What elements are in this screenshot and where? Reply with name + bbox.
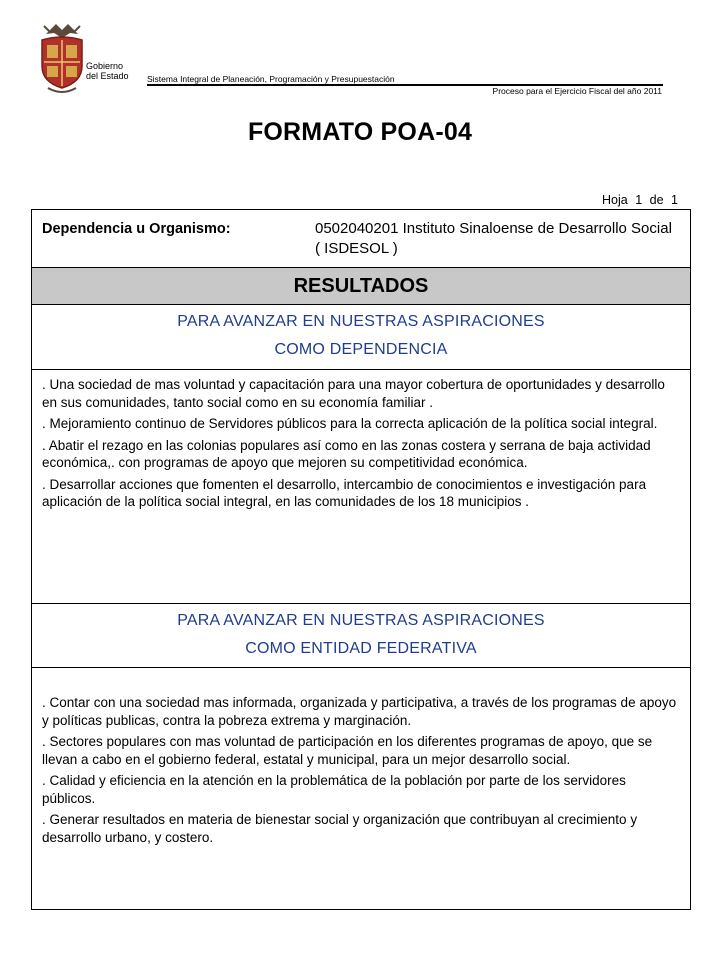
dependency-label: Dependencia u Organismo: [42,221,231,237]
section2-heading [32,604,690,668]
sheet-counter [602,193,682,207]
sheet-total: 1 [671,193,678,207]
list-item: . Contar con una sociedad mas informada, organizada y participativa, a través de los programas de apoyo y políticas publicas, contra la pobreza extrema y marginación. [42,695,677,728]
section1-list [32,370,690,604]
section1-line1: PARA AVANZAR EN NUESTRAS ASPIRACIONES [177,313,545,330]
page-title: FORMATO POA-04 [247,118,473,146]
section2-list [32,668,690,909]
dependency-row [32,210,690,268]
list-item: . Sectores populares con mas voluntad de participación en los diferentes programas de apoyo, que se llevan a cabo en el gobierno federal, estatal y municipal, para un mejor desarrollo social. [42,734,653,767]
sheet-of: de [649,193,664,207]
list-item: . Abatir el rezago en las colonias populares así como en las zonas costera y serrana de baja actividad económica,. con programas de apoyo que mejoren su competitividad económica. [42,437,651,470]
system-name: Sistema Integral de Planeación, Programación y Presupuestación [147,74,395,84]
government-label [86,61,129,81]
poa-form-table [31,209,691,910]
results-heading: RESULTADOS [32,268,690,305]
section2-line2: COMO ENTIDAD FEDERATIVA [245,640,477,657]
section2-line1: PARA AVANZAR EN NUESTRAS ASPIRACIONES [177,612,545,629]
sheet-label: Hoja [602,193,628,207]
list-item: . Generar resultados en materia de bienestar social y organización que contribuyan al crecimiento y desarrollo urbano, y costero. [42,812,638,845]
section1-heading [32,305,690,370]
list-item: . Una sociedad de mas voluntad y capacitación para una mayor cobertura de oportunidades y desarrollo en sus comunidades, tanto social como en su economía familiar . [42,377,665,410]
gov-line-1: Gobierno [86,61,124,71]
fiscal-process: Proceso para el Ejercicio Fiscal del año 2011 [492,86,662,96]
list-item: . Mejoramiento continuo de Servidores públicos para la correcta aplicación de la política social integral. [42,416,658,431]
list-item: . Desarrollar acciones que fomenten el desarrollo, intercambio de conocimientos e investigación para aplicación de la política social integral, en las comunidades de los 18 municipios . [42,476,647,509]
state-seal-icon [36,20,88,96]
list-item: . Calidad y eficiencia en la atención en la problemática de la población por parte de los servidores públicos. [42,773,626,806]
gov-line-2: del Estado [86,71,129,81]
section1-line2: COMO DEPENDENCIA [274,341,448,358]
dependency-value: 0502040201 Instituto Sinaloense de Desarrollo Social ( ISDESOL ) [315,220,672,257]
sheet-current: 1 [635,193,643,207]
